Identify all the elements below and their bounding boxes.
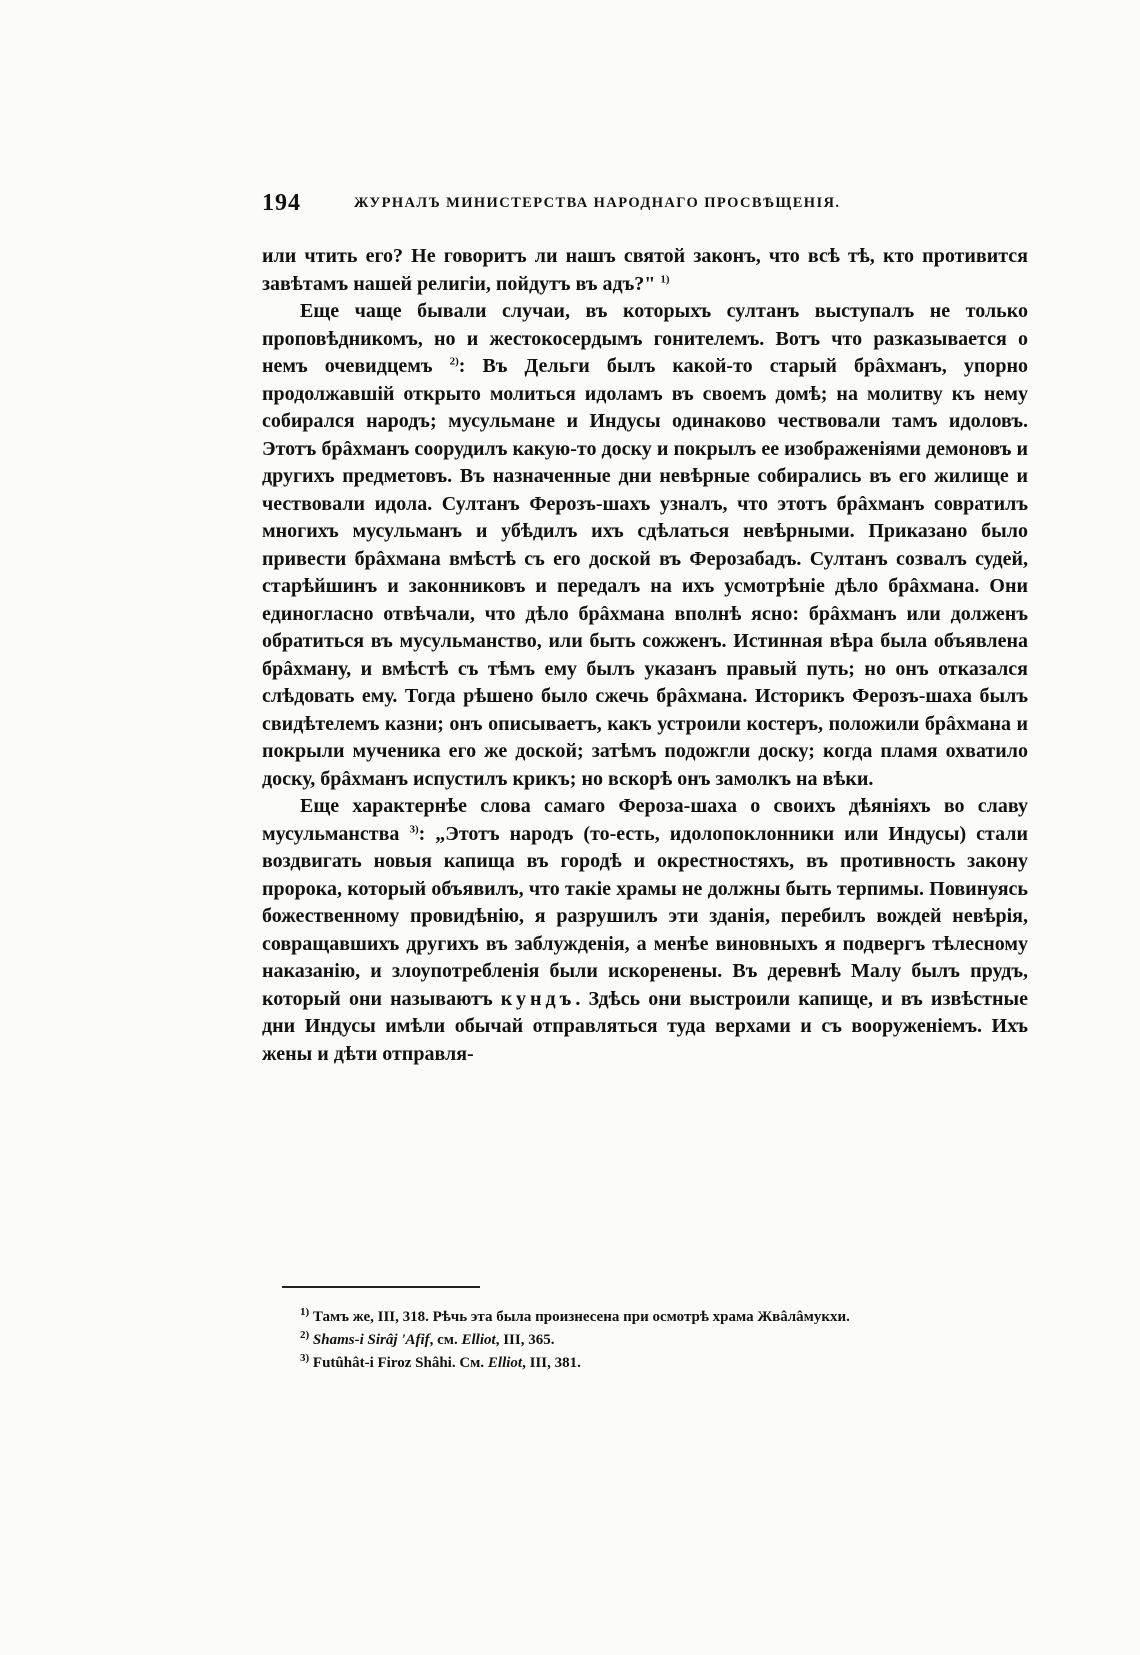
footnote-3-marker: 3) (300, 1352, 310, 1364)
footnote-ref-1: 1) (660, 272, 670, 285)
footnote-1-text: Тамъ же, III, 318. Рѣчь эта была произнесена при осмотрѣ храма Жвâлâмукхи. (312, 1309, 850, 1325)
footnote-ref-3: 3) (409, 822, 419, 835)
footnote-3-author: Elliot (487, 1355, 523, 1371)
footnote-3-ref: , III, 381. (522, 1355, 581, 1371)
body-text (262, 243, 1028, 1068)
paragraph-1 (262, 243, 1028, 298)
footnote-2 (262, 1329, 1028, 1352)
footnote-2-see: , см. (429, 1332, 458, 1348)
paragraph-3 (262, 793, 1028, 1068)
spaced-word: кундъ (500, 987, 576, 1010)
running-title: ЖУРНАЛЪ МИНИСТЕРСТВА НАРОДНАГО ПРОСВѢЩЕНІЯ. (354, 195, 841, 211)
page-number: 194 (262, 190, 301, 216)
footnote-divider (282, 1286, 480, 1288)
footnote-ref-2: 2) (449, 355, 459, 368)
paragraph-2 (262, 298, 1028, 793)
page-header (262, 190, 1028, 224)
footnote-1 (262, 1306, 1028, 1329)
footnote-3-text: Futûhât-i Firoz Shâhi. См. (312, 1355, 485, 1371)
footnote-2-work: Shams-i Sirâj 'Afif (312, 1332, 430, 1348)
paragraph-2-text-end: : Въ Дельги былъ какой-то старый брâхманъ, упорно продолжавшій открыто молиться идоламъ въ своемъ домѣ; на молитву къ нему собирался народъ; мусульмане и Индусы одинаково чествовали тамъ идоловъ. Этотъ брâхманъ соорудилъ какую-то доску и покрылъ ее изображеніями демоновъ и другихъ предметовъ. Въ назначенные дни невѣрные собирались въ его жилище и чествовали идола. Султанъ Ферозъ-шахъ узналъ, что этотъ брâхманъ совратилъ многихъ мусульманъ и убѣдилъ ихъ сдѣлаться невѣрными. Приказано было привести брâхмана вмѣстѣ съ его доской въ Ферозабадъ. Султанъ созвалъ судей, старѣйшинъ и законниковъ и передалъ на ихъ усмотрѣніе дѣло брâхмана. Они единогласно отвѣчали, что дѣло брâхмана вполнѣ ясно: брâхманъ или долженъ обратиться въ мусульманство, или быть сожженъ. Истинная вѣра была объявлена брâхману, и вмѣстѣ съ тѣмъ ему былъ указанъ правый путь; но онъ отказался слѣдовать ему. Тогда рѣшено было сжечь брâхмана. Историкъ Ферозъ-шаха былъ свидѣтелемъ казни; онъ описываетъ, какъ устроили костеръ, положили брâхмана и покрыли мученика его же доской; затѣмъ подожгли доску; когда пламя охватило доску, брâхманъ испустилъ крикъ; но вскорѣ онъ замолкъ на вѣки. (262, 355, 1028, 790)
footnote-2-author: Elliot (461, 1332, 496, 1348)
paragraph-3-text-start: Еще характернѣе слова самаго Фероза-шаха о своихъ дѣяніяхъ во славу мусульманства (262, 795, 1028, 845)
paragraph-1-text: или чтить его? Не говоритъ ли нашъ святой законъ, что всѣ тѣ, кто противится завѣтамъ нашей религіи, пойдутъ въ адъ?" (262, 245, 1028, 295)
footnotes (262, 1306, 1028, 1375)
footnote-2-marker: 2) (300, 1329, 310, 1341)
footnote-3 (262, 1352, 1028, 1375)
footnote-2-ref: , III, 365. (495, 1332, 555, 1348)
paragraph-3-text-end: . Здѣсь они выстроили капище, и въ извѣстные дни Индусы имѣли обычай отправляться туда верхами и съ вооруженіемъ. Ихъ жены и дѣти отправля- (262, 987, 1029, 1065)
paragraph-3-text-middle: : „Этотъ народъ (то-есть, идолопоклонники или Индусы) стали воздвигать новыя капища въ городѣ и окрестностяхъ, въ противность закону пророка, который объявилъ, что такіе храмы не должны быть терпимы. Повинуясь божественному провидѣнію, я разрушилъ эти зданія, перебилъ вождей невѣрія, совращавшихъ другихъ въ заблужденія, а менѣе виновныхъ я подвергъ тѣлесному наказанію, и злоупотребленія были искоренены. Въ деревнѣ Малу былъ прудъ, который они называютъ (262, 822, 1029, 1010)
book-page (262, 0, 1028, 1655)
footnote-1-marker: 1) (300, 1306, 310, 1318)
paragraph-2-text-start: Еще чаще бывали случаи, въ которыхъ султанъ выступалъ не только проповѣдникомъ, но и жестокосердымъ гонителемъ. Вотъ что разказывается о немъ очевидцемъ (262, 300, 1028, 377)
